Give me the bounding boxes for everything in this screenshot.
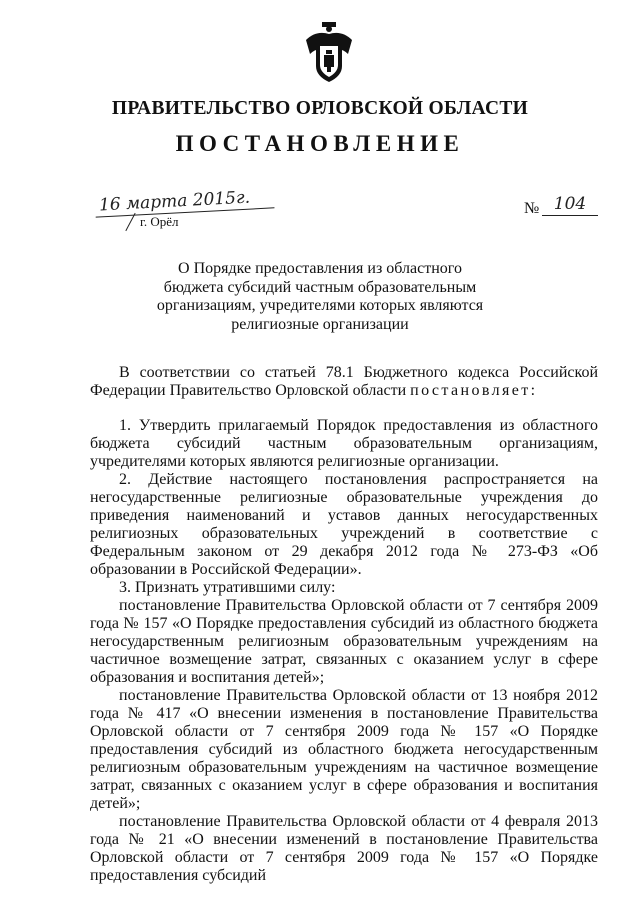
subject-line: организациям, учредителями которых являются: [156, 297, 484, 314]
handwritten-date: 16 марта 2015г.: [95, 185, 275, 217]
body-paragraph: постановление Правительства Орловской области от 13 ноября 2012 года № 417 «О внесении изменения в постановление Правительства Орловской области от 7 сентября 2009 года № 157 «О Порядке предоставления субсидий из областного бюджета негосударственным религиозным образовательным учреждениям на частичное возмещение затрат, связанных с оказанием услуг в сфере образования и воспитания детей»;: [90, 687, 598, 812]
coat-of-arms-emblem: [302, 20, 356, 84]
body-paragraph: 1. Утвердить прилагаемый Порядок предоставления из областного бюджета субсидий частным образовательным организациям, учредителями которых являются религиозные организации.: [90, 417, 598, 470]
preamble-keyword: постановляет:: [410, 382, 538, 399]
subject-line: О Порядке предоставления из областного: [178, 260, 462, 277]
body-paragraph: 3. Признать утратившими силу:: [119, 579, 336, 596]
number-label: №: [524, 200, 540, 217]
document-subject: [0, 260, 640, 334]
document-body: [90, 364, 598, 885]
preamble-text: В соответствии со статьей 78.1 Бюджетного кодекса Российской Федерации Правительство Орловской области: [90, 364, 598, 399]
government-title: ПРАВИТЕЛЬСТВО ОРЛОВСКОЙ ОБЛАСТИ: [111, 98, 529, 119]
subject-line: бюджета субсидий частным образовательным: [163, 278, 477, 296]
body-paragraph: постановление Правительства Орловской области от 4 февраля 2013 года № 21 «О внесении изменений в постановление Правительства Орловской области от 7 сентября 2009 года № 157 «О Порядке предоставления субсидий: [90, 813, 598, 884]
document-type-title: ПОСТАНОВЛЕНИЕ: [175, 131, 465, 156]
handwritten-number: 104: [542, 193, 598, 216]
subject-line: религиозные организации: [231, 315, 409, 333]
body-paragraph: постановление Правительства Орловской области от 7 сентября 2009 года № 157 «О Порядке предоставления субсидий из областного бюджета негосударственным религиозным образовательным учреждениям на частичное возмещение затрат, связанных с оказанием услуг в сфере образования и воспитания детей»;: [90, 597, 598, 686]
city-label: г. Орёл: [140, 214, 179, 229]
body-paragraph: 2. Действие настоящего постановления распространяется на негосударственные религиозные образовательные учреждения до приведения наименований и уставов данных негосударственных религиозных образовательных учреждений в соответствие с Федеральным законом от 29 декабря 2012 года № 273-ФЗ «Об образовании в Российской Федерации».: [90, 471, 598, 578]
preamble-paragraph: [90, 364, 598, 400]
